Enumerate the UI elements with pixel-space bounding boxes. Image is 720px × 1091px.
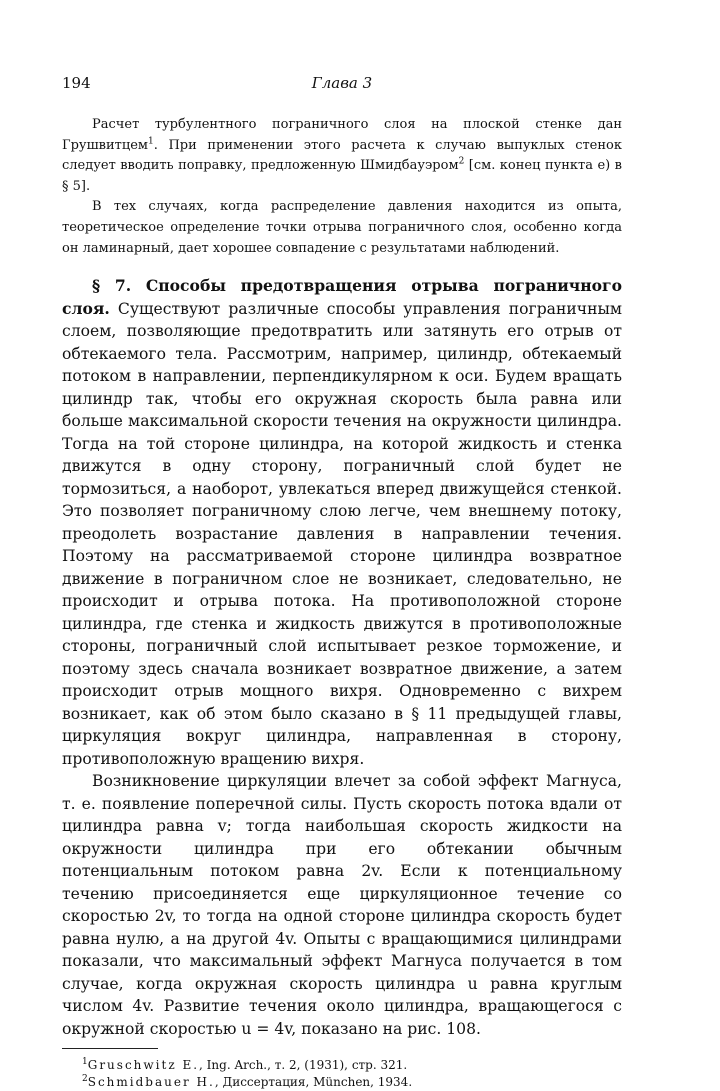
page (62, 74, 622, 1091)
footnotes (62, 1057, 622, 1091)
footnote-ref-2: 2 (458, 156, 465, 167)
section-heading: § 7. Способы предотвращения отрыва пограничного слоя. (62, 276, 622, 318)
intro-paragraph-1: Расчет турбулентного пограничного слоя на плоской стенке дан Грушвитцем$^1$. При применении этого расчета к случаю выпуклых стенок следует вводить поправку, предложенную Шмидбауэром$^2$ [см. конец пункта е) в § 5]. (62, 117, 622, 194)
chapter-title: Глава 3 (311, 74, 373, 92)
footnote-1: $^1$Gruschwitz E., Ing. Arch., т. 2, (1931), стр. 321. (82, 1057, 408, 1073)
footnote-ref-1: 1 (148, 136, 154, 147)
section-paragraph-1: § 7. Способы предотвращения отрыва пограничного слоя. Существуют различные способы управления пограничным слоем, позволяющие предотвратить или затянуть его отрыв от обтекаемого тела. Рассмотрим, например, цилиндр, обтекаемый потоком в направлении, перпендикулярном к оси. Будем вращать цилиндр так, чтобы его окружная скорость была равна или больше максимальной скорости течения на окружности цилиндра. Тогда на той стороне цилиндра, на которой жидкость и стенка движутся в одну сторону, пограничный слой будет не тормозиться, а наоборот, увлекаться вперед движущейся стенкой. Это позволяет пограничному слою легче, чем внешнему потоку, преодолеть возрастание давления в направлении течения. Поэтому на рассматриваемой стороне цилиндра возвратное движение в пограничном слое не возникает, следовательно, не происходит и отрыва потока. На противоположной стороне цилиндра, где стенка и жидкость движутся в противоположные стороны, пограничный слой испытывает резкое торможение, и поэтому здесь сначала возникает возвратное движение, а затем происходит отрыв мощного вихря. Одновременно с вихрем возникает, как об этом было сказано в § 11 предыдущей главы, циркуляция вокруг цилиндра, направленная в сторону, противоположную вращению вихря. (62, 276, 622, 768)
intro-block (62, 115, 622, 259)
footnote-rule (62, 1048, 158, 1057)
section-body (62, 275, 622, 1040)
section-paragraph-2: Возникновение циркуляции влечет за собой эффект Магнуса, т. е. появление поперечной силы. Пусть скорость потока вдали от цилиндра равна v; тогда наибольшая скорость жидкости на окружности цилиндра при его обтекании обычным потенциальным потоком равна 2v. Если к потенциальному течению присоединяется еще циркуляционное течение со скоростью 2v, то тогда на одной стороне цилиндра скорость будет равна нулю, а на другой 4v. Опыты с вращающимися цилиндрами показали, что максимальный эффект Магнуса получается в том случае, когда окружная скорость цилиндра u равна круглым числом 4v. Развитие течения около цилиндра, вращающегося с окружной скоростью u = 4v, показано на рис. 108. (62, 772, 622, 1038)
footnote-2: $^2$Schmidbauer H., Диссертация, München, 1934. (82, 1074, 413, 1090)
page-header (62, 74, 622, 98)
intro-paragraph-2: В тех случаях, когда распределение давления находится из опыта, теоретическое определение точки отрыва пограничного слоя, особенно когда он ламинарный, дает хорошее совпадение с результатами наблюдений. (62, 199, 622, 256)
page-number: 194 (62, 74, 91, 92)
